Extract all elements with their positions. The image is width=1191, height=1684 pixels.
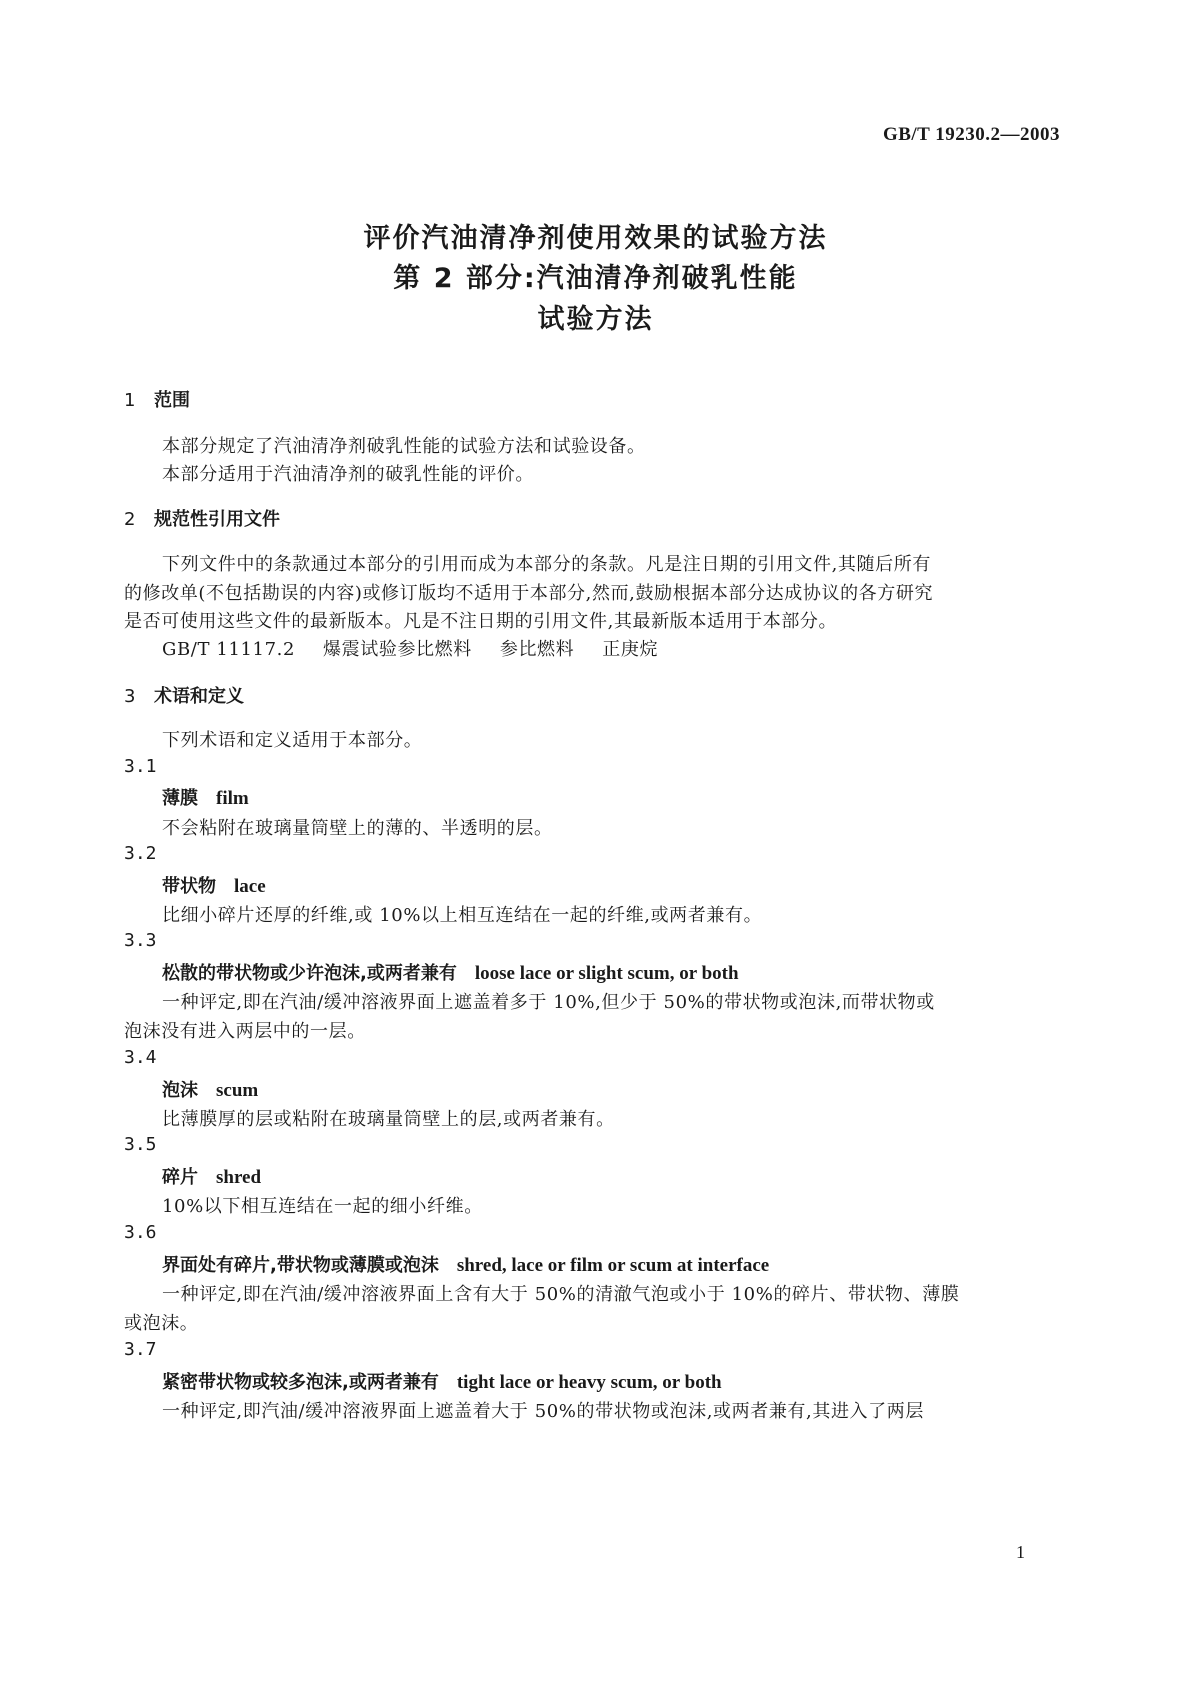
section-3-heading bbox=[124, 682, 244, 708]
clause-number: 3.4 bbox=[124, 1047, 157, 1068]
clause-number: 3.1 bbox=[124, 756, 157, 777]
reference-title-part-1: 爆震试验参比燃料 bbox=[323, 639, 472, 660]
title-line-2: 第 2 部分:汽油清净剂破乳性能 bbox=[393, 263, 798, 294]
term-heading bbox=[162, 1251, 769, 1277]
reference-title-part-2: 参比燃料 bbox=[499, 639, 575, 660]
section-number: 2 bbox=[124, 509, 136, 530]
term-definition: 一种评定,即汽油/缓冲溶液界面上遮盖着大于 50%的带状物或泡沫,或两者兼有,其进入了两层 bbox=[162, 1401, 924, 1422]
term-chinese: 薄膜 bbox=[162, 788, 198, 809]
term-definition: 一种评定,即在汽油/缓冲溶液界面上含有大于 50%的清澈气泡或小于 10%的碎片、带状物、薄膜 bbox=[162, 1284, 960, 1305]
section-1-paragraph-2: 本部分适用于汽油清净剂的破乳性能的评价。 bbox=[162, 464, 534, 485]
term-english: shred, lace or film or scum at interface bbox=[456, 1255, 770, 1276]
clause-number: 3.2 bbox=[124, 843, 157, 864]
term-definition: 10%以下相互连结在一起的细小纤维。 bbox=[162, 1196, 483, 1217]
section-2-heading bbox=[124, 505, 280, 531]
section-2-paragraph-line-3: 是否可使用这些文件的最新版本。凡是不注日期的引用文件,其最新版本适用于本部分。 bbox=[124, 611, 838, 632]
section-number: 1 bbox=[124, 390, 136, 411]
clause-number: 3.3 bbox=[124, 930, 157, 951]
reference-code: GB/T 11117.2 bbox=[162, 639, 296, 660]
term-chinese: 泡沫 bbox=[162, 1080, 198, 1101]
term-definition: 比细小碎片还厚的纤维,或 10%以上相互连结在一起的纤维,或两者兼有。 bbox=[162, 905, 763, 926]
term-heading bbox=[162, 872, 266, 898]
section-2-paragraph-line-1: 下列文件中的条款通过本部分的引用而成为本部分的条款。凡是注日期的引用文件,其随后所有 bbox=[162, 554, 931, 575]
title-line-3: 试验方法 bbox=[537, 304, 654, 335]
section-title: 术语和定义 bbox=[154, 686, 244, 707]
section-3-intro: 下列术语和定义适用于本部分。 bbox=[162, 730, 423, 751]
term-english: tight lace or heavy scum, or both bbox=[456, 1372, 722, 1393]
term-heading bbox=[162, 784, 249, 810]
clause-number: 3.5 bbox=[124, 1134, 157, 1155]
term-heading bbox=[162, 1163, 261, 1189]
term-definition-continued: 或泡沫。 bbox=[124, 1313, 199, 1334]
normative-reference bbox=[162, 635, 658, 661]
section-title: 规范性引用文件 bbox=[154, 509, 280, 530]
term-english: lace bbox=[234, 876, 266, 897]
term-heading bbox=[162, 1076, 258, 1102]
section-number: 3 bbox=[124, 686, 136, 707]
page-number: 1 bbox=[1016, 1542, 1025, 1562]
document-code: GB/T 19230.2—2003 bbox=[882, 124, 1060, 145]
term-definition: 不会粘附在玻璃量筒壁上的薄的、半透明的层。 bbox=[162, 818, 553, 839]
section-2-paragraph-line-2: 的修改单(不包括勘误的内容)或修订版均不适用于本部分,然而,鼓励根据本部分达成协议的各方研究 bbox=[124, 583, 934, 604]
section-1-paragraph-1: 本部分规定了汽油清净剂破乳性能的试验方法和试验设备。 bbox=[162, 436, 646, 457]
term-chinese: 碎片 bbox=[162, 1167, 198, 1188]
term-definition: 比薄膜厚的层或粘附在玻璃量筒壁上的层,或两者兼有。 bbox=[162, 1109, 615, 1130]
term-english: scum bbox=[216, 1080, 259, 1101]
reference-title-part-3: 正庚烷 bbox=[602, 639, 659, 660]
term-english: shred bbox=[216, 1167, 262, 1188]
term-english: loose lace or slight scum, or both bbox=[474, 963, 739, 984]
term-definition: 一种评定,即在汽油/缓冲溶液界面上遮盖着多于 10%,但少于 50%的带状物或泡沫,而带状物或 bbox=[162, 992, 935, 1013]
title-line-1: 评价汽油清净剂使用效果的试验方法 bbox=[363, 223, 828, 254]
term-chinese: 带状物 bbox=[162, 876, 216, 897]
term-chinese: 界面处有碎片,带状物或薄膜或泡沫 bbox=[162, 1255, 439, 1276]
term-chinese: 松散的带状物或少许泡沫,或两者兼有 bbox=[162, 963, 457, 984]
clause-number: 3.7 bbox=[124, 1339, 157, 1360]
term-definition-continued: 泡沫没有进入两层中的一层。 bbox=[124, 1021, 366, 1042]
term-chinese: 紧密带状物或较多泡沫,或两者兼有 bbox=[162, 1372, 439, 1393]
section-title: 范围 bbox=[154, 390, 190, 411]
term-english: film bbox=[216, 788, 249, 809]
clause-number: 3.6 bbox=[124, 1222, 157, 1243]
term-heading bbox=[162, 959, 739, 985]
section-1-heading bbox=[124, 386, 190, 412]
term-heading bbox=[162, 1368, 722, 1394]
